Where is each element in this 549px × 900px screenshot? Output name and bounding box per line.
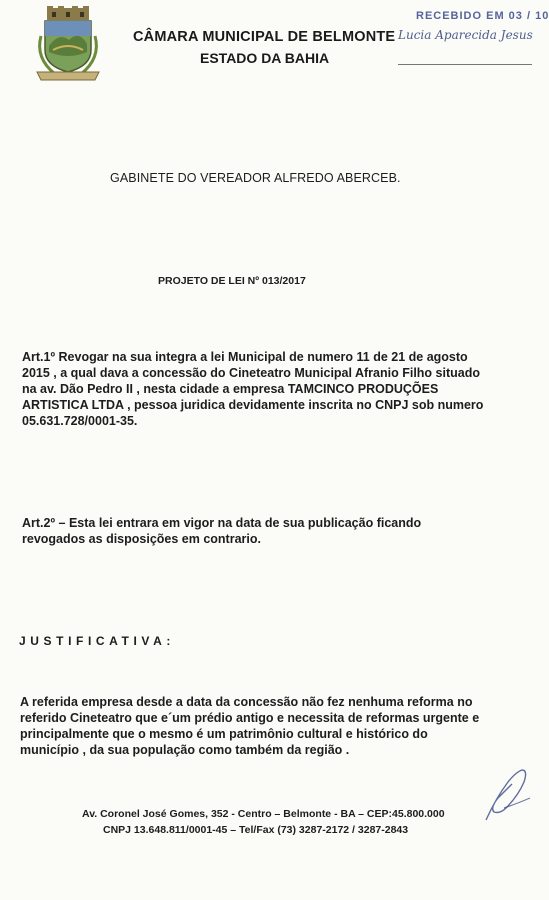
justification-body [20,694,510,758]
cabinet-heading: GABINETE DO VEREADOR ALFREDO ABERCEB. [110,171,401,185]
municipal-crest-icon [33,6,103,82]
received-stamp [398,4,549,66]
justification-heading: JUSTIFICATIVA: [19,634,175,648]
justification-line: município , da sua população como também da região . [20,743,350,757]
stamp-signature: Lucia Aparecida Jesus [398,28,533,42]
article-1-line: 2015 , a qual dava a concessão do Cineteatro Municipal Afranio Filho situado [22,366,480,380]
article-2 [22,515,502,547]
article-1-line: na av. Dão Pedro II , nesta cidade a empresa TAMCINCO PRODUÇÕES [22,382,439,396]
footer-address: Av. Coronel José Gomes, 352 - Centro – Belmonte - BA – CEP:45.800.000 [82,808,445,820]
article-2-line: revogados as disposições em contrario. [22,532,261,546]
footer-contact: CNPJ 13.648.811/0001-45 – Tel/Fax (73) 3287-2172 / 3287-2843 [103,824,409,836]
article-2-line: Art.2º – Esta lei entrara em vigor na data de sua publicação ficando [22,516,422,530]
justification-line: principalmente que o mesmo é um patrimônio cultural e histórico do [20,727,428,741]
header-title: CÂMARA MUNICIPAL DE BELMONTE [133,29,396,45]
stamp-divider [398,64,532,65]
header-subtitle: ESTADO DA BAHIA [200,50,330,66]
justification-line: A referida empresa desde a data da concessão não fez nenhuma reforma no [20,695,473,709]
stamp-text: RECEBIDO EM 03 / 10 [416,10,549,22]
signature-mark [482,768,532,824]
bill-number: PROJETO DE LEI Nº 013/2017 [158,275,306,287]
article-1-line: Art.1º Revogar na sua integra a lei Municipal de numero 11 de 21 de agosto [22,350,468,364]
article-1-line: ARTISTICA LTDA , pessoa juridica devidamente inscrita no CNPJ sob numero [22,398,484,412]
article-1 [22,349,512,429]
justification-line: referido Cineteatro que e´um prédio antigo e necessita de reformas urgente e [20,711,480,725]
article-1-line: 05.631.728/0001-35. [22,414,138,428]
